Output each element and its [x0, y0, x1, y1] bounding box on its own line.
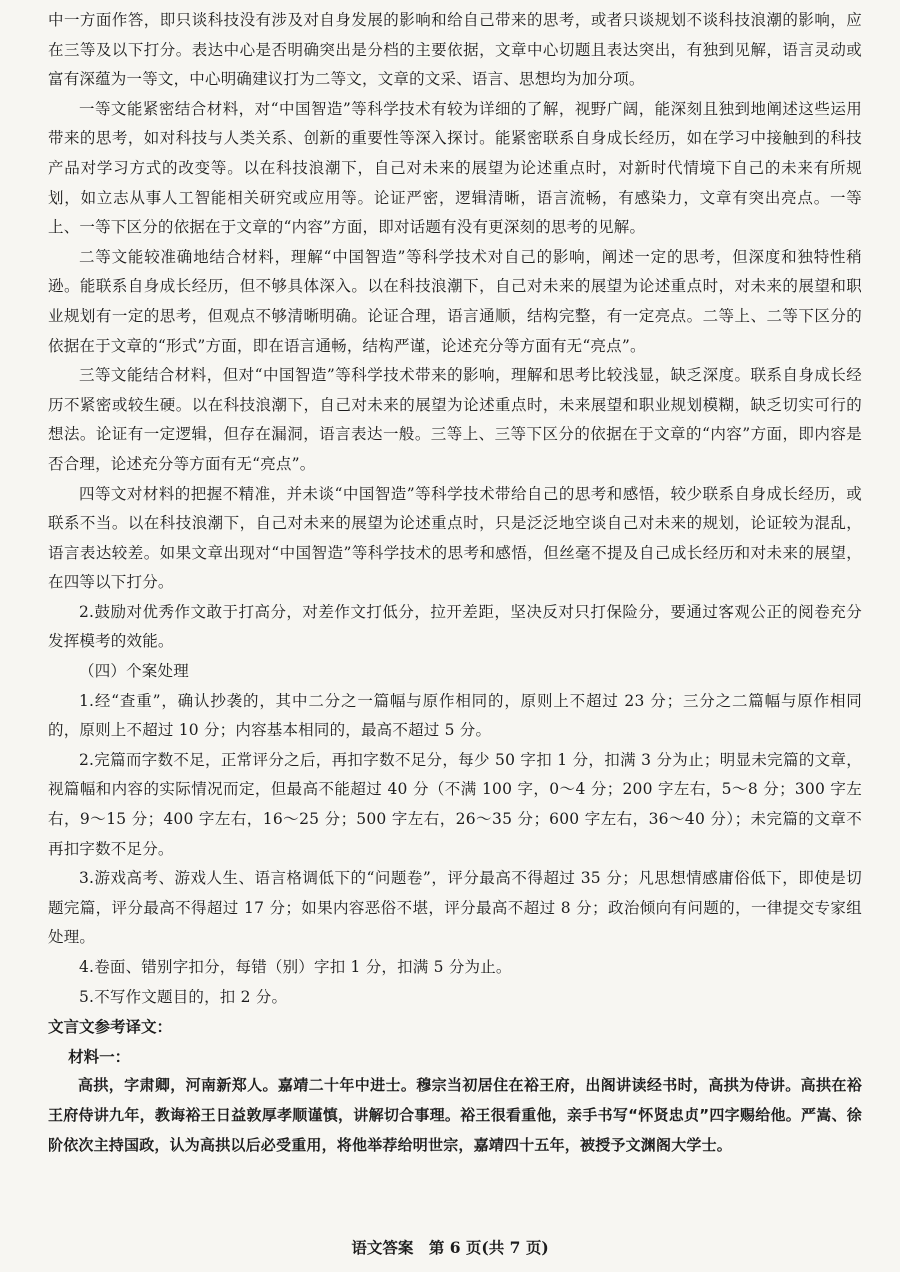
section-title: 文言文参考译文： [48, 1017, 173, 1037]
paragraph-grade-1: 一等文能紧密结合材料，对“中国智造”等科学技术有较为详细的了解，视野广阔，能深刻且独到地阐述这些运用带来的思考，如对科技与人类关系、创新的重要性等深入探讨。能紧密联系自身成长经历，如在学习中接触到的科技产品对学习方式的改变等。以在科技浪潮下，自己对未来的展望为论述重点时，对新时代情境下自己的未来有所规划，如立志从事人工智能相关研究或应用等。论证严密，逻辑清晰，语言流畅，有感染力，文章有突出亮点。一等上、一等下区分的依据在于文章的“内容”方面，即对话题有没有更深刻的思考的见解。 [48, 99, 862, 237]
rule-5: 5.不写作文题目的，扣 2 分。 [79, 987, 288, 1006]
paragraph-continuation: 中一方面作答，即只谈科技没有涉及对自身发展的影响和给自己带来的思考，或者只谈规划不谈科技浪潮的影响，应在三等及以下打分。表达中心是否明确突出是分档的主要依据，文章中心切题且表达突出，有独到见解，语言灵动或富有深蕴为一等文，中心明确建议打为二等文，文章的文采、语言、思想均为加分项。 [48, 11, 862, 89]
subsection-title: （四）个案处理 [79, 662, 189, 681]
paragraph-grade-2: 二等文能较准确地结合材料，理解“中国智造”等科学技术对自己的影响，阐述一定的思考，但深度和独特性稍逊。能联系自身成长经历，但不够具体深入。以在科技浪潮下，自己对未来的展望为论述重点时，对未来的展望和职业规划有一定的思考，但观点不够清晰明确。论证合理，语言通顺，结构完整，有一定亮点。二等上、二等下区分的依据在于文章的“形式”方面，即在语言通畅，结构严谨，论述充分等方面有无“亮点”。 [48, 247, 862, 355]
paragraph-grade-4: 四等文对材料的把握不精准，并未谈“中国智造”等科学技术带给自己的思考和感悟，较少联系自身成长经历，或联系不当。以在科技浪潮下，自己对未来的展望为论述重点时，只是泛泛地空谈自己对未来的规划，论证较为混乱，语言表达较差。如果文章出现对“中国智造”等科学技术的思考和感悟，但丝毫不提及自己成长经历和对未来的展望，在四等以下打分。 [48, 484, 862, 592]
page-footer: 语文答案 第 6 页(共 7 页) [351, 1238, 549, 1257]
rule-3: 3.游戏高考、游戏人生、语言格调低下的“问题卷”，评分最高不得超过 35 分；凡思想情感庸俗低下，即使是切题完篇，评分最高不得超过 17 分；如果内容恶俗不堪，评分最高不超过 8 分；政治倾向有问题的，一律提交专家组处理。 [48, 869, 862, 947]
material-label: 材料一： [68, 1046, 131, 1066]
material-text: 高拱，字肃卿，河南新郑人。嘉靖二十年中进士。穆宗当初居住在裕王府，出阁讲读经书时，高拱为侍讲。高拱在裕王府侍讲九年，教诲裕王日益敦厚孝顺谨慎，讲解切合事理。裕王很看重他，亲手书写“怀贤忠贞”四字赐给他。严嵩、徐阶依次主持国政，认为高拱以后必受重用，将他举荐给明世宗，嘉靖四十五年，被授予文渊阁大学士。 [48, 1076, 862, 1154]
paragraph-encourage: 2.鼓励对优秀作文敢于打高分，对差作文打低分，拉开差距，坚决反对只打保险分，要通过客观公正的阅卷充分发挥模考的效能。 [48, 602, 862, 651]
rule-4: 4.卷面、错别字扣分，每错（别）字扣 1 分，扣满 5 分为止。 [79, 958, 512, 976]
rule-2: 2.完篇而字数不足，正常评分之后，再扣字数不足分，每少 50 字扣 1 分，扣满 3 分为止；明显未完篇的文章，视篇幅和内容的实际情况而定，但最高不能超过 40 分（不满 100 字，0～4 分；200 字左右，5～8 分；300 字左右，9～15 分；400 字左右，16～25 分；500 字左右，26～35 分；600 字左右，36～40 分）；未完篇的文章不再扣字数不足分。 [48, 750, 862, 858]
paragraph-grade-3: 三等文能结合材料，但对“中国智造”等科学技术带来的影响，理解和思考比较浅显，缺乏深度。联系自身成长经历不紧密或较生硬。以在科技浪潮下，自己对未来的展望为论述重点时，未来展望和职业规划模糊，缺乏切实可行的想法。论证有一定逻辑，但存在漏洞，语言表达一般。三等上、三等下区分的依据在于文章的“内容”方面，即内容是否合理，论述充分等方面有无“亮点”。 [48, 366, 862, 473]
rule-1: 1.经“查重”，确认抄袭的，其中二分之一篇幅与原作相同的，原则上不超过 23 分；三分之二篇幅与原作相同的，原则上不超过 10 分；内容基本相同的，最高不超过 5 分。 [48, 691, 862, 740]
